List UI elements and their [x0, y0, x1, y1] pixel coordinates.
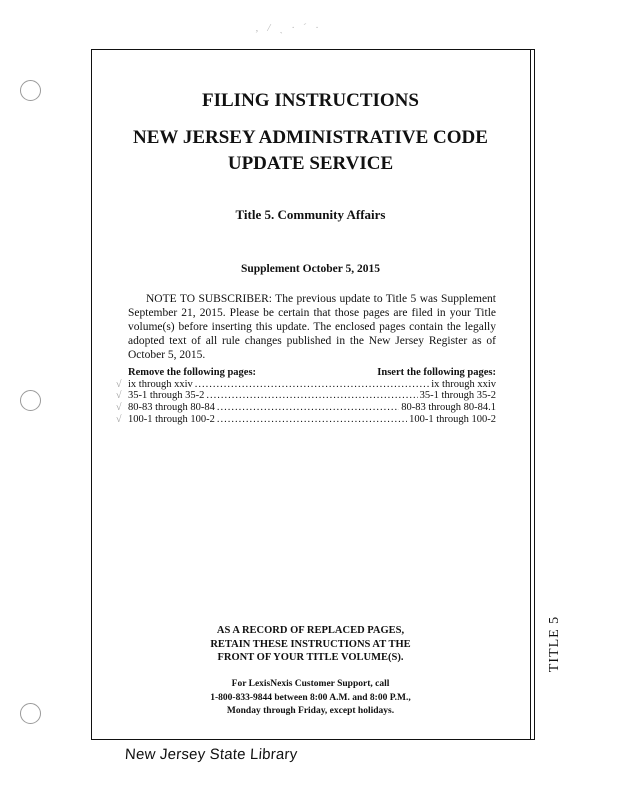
insert-pages: 35-1 through 35-2 — [419, 390, 496, 402]
remove-pages: 80-83 through 80-84 — [128, 402, 215, 414]
title-number-heading: Title 5. Community Affairs — [235, 207, 386, 222]
remove-pages: ix through xxiv — [128, 378, 193, 390]
note-to-subscriber — [128, 292, 496, 362]
insert-header: Insert the following pages: — [377, 367, 496, 378]
tab-divider-line — [530, 49, 531, 740]
remove-pages: 35-1 through 35-2 — [128, 390, 205, 402]
table-row — [116, 390, 496, 402]
check-mark-icon: √ — [116, 402, 122, 414]
dot-leader — [195, 379, 430, 391]
dot-leader — [217, 414, 407, 426]
filing-instructions-title: FILING INSTRUCTIONS — [202, 90, 419, 111]
check-mark-icon: √ — [116, 390, 122, 402]
table-row — [116, 378, 496, 391]
table-row — [116, 413, 496, 426]
binder-hole-top — [20, 80, 41, 101]
library-stamp: New Jersey State Library — [124, 746, 298, 763]
table-header — [128, 367, 496, 379]
note-text: NOTE TO SUBSCRIBER: The previous update to Title 5 was Supplement September 21, 2015. Please be certain that those pages are filed in your Title volume(s) before inserting this update. The enclosed pages contain the legally adopted text of all rule changes published in the New Jersey Register as of October 5, 2015. — [128, 293, 496, 361]
dot-leader — [217, 402, 399, 414]
table-row — [116, 402, 496, 414]
binder-hole-middle — [20, 390, 41, 411]
dot-leader — [206, 390, 417, 402]
support-line-1: For LexisNexis Customer Support, call — [231, 679, 390, 689]
support-line-3: Monday through Friday, except holidays. — [226, 706, 395, 716]
remove-pages: 100-1 through 100-2 — [128, 413, 215, 425]
customer-support-info — [91, 678, 530, 719]
page-replacement-table — [116, 367, 496, 426]
code-title-line2: UPDATE SERVICE — [227, 153, 394, 174]
support-line-2: 1-800-833-9844 between 8:00 A.M. and 8:00 P.M., — [210, 692, 411, 703]
insert-pages: 80-83 through 80-84.1 — [401, 402, 496, 414]
title-tab-label: TITLE 5 — [547, 615, 562, 673]
supplement-date: Supplement October 5, 2015 — [240, 263, 381, 275]
record-line-3: FRONT OF YOUR TITLE VOLUME(S). — [217, 652, 404, 663]
insert-pages: ix through xxiv — [431, 378, 496, 390]
check-mark-icon: √ — [116, 413, 122, 425]
record-instructions — [91, 624, 530, 665]
binder-hole-bottom — [20, 703, 41, 724]
check-mark-icon: √ — [116, 378, 122, 390]
remove-header: Remove the following pages: — [128, 367, 257, 378]
insert-pages: 100-1 through 100-2 — [409, 413, 496, 425]
record-line-1: AS A RECORD OF REPLACED PAGES, — [216, 625, 405, 636]
record-line-2: RETAIN THESE INSTRUCTIONS AT THE — [210, 638, 411, 650]
code-title-line1: NEW JERSEY ADMINISTRATIVE CODE — [133, 127, 488, 148]
faint-handwriting-mark: ‚ / ˎ · ˊ · — [255, 22, 322, 34]
